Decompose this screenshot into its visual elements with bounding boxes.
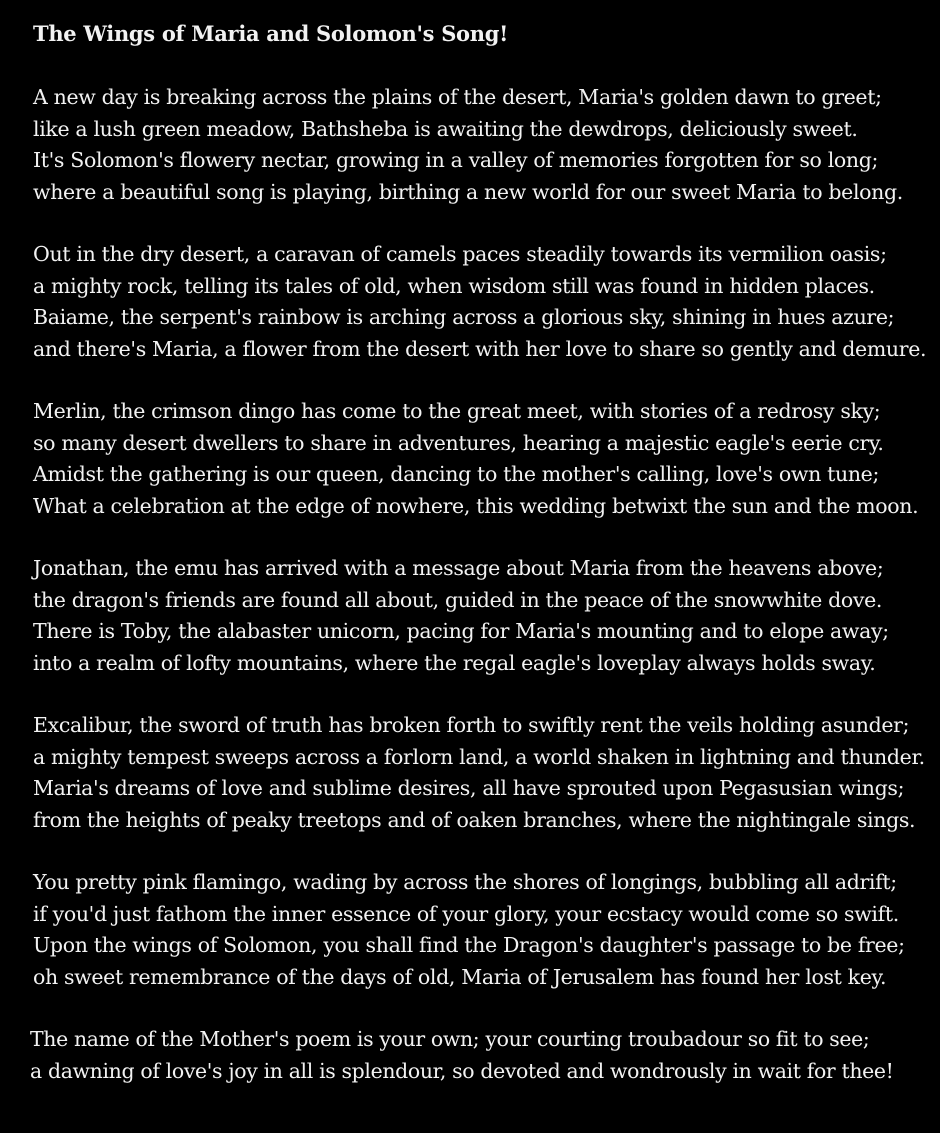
poem-line: and there's Maria, a flower from the desert with her love to share so gently and demure.: [33, 336, 927, 361]
poem-line: It's Solomon's flowery nectar, growing in a valley of memories forgotten for so long;: [33, 148, 879, 172]
poem-line: where a beautiful song is playing, birthing a new world for our sweet Maria to belong.: [33, 179, 903, 204]
poem-line: What a celebration at the edge of nowhere, this wedding betwixt the sun and the moon.: [33, 493, 919, 518]
poem-line: Merlin, the crimson dingo has come to the great meet, with stories of a redrosy sky;: [33, 399, 881, 423]
stanza-1: [33, 82, 933, 208]
poem-title: The Wings of Maria and Solomon's Song!: [33, 21, 509, 46]
poem-line: Maria's dreams of love and sublime desires, all have sprouted upon Pegasusian wings;: [33, 776, 905, 800]
poem-line: if you'd just fathom the inner essence of your glory, your ecstacy would come so swift.: [33, 901, 899, 926]
poem-line: a dawning of love's joy in all is splendour, so devoted and wondrously in wait for thee!: [30, 1058, 894, 1083]
poem-document: [30, 18, 933, 1118]
poem-line: the dragon's friends are found all about, guided in the peace of the snowwhite dove.: [33, 587, 883, 612]
poem-line: There is Toby, the alabaster unicorn, pacing for Maria's mounting and to elope away;: [33, 619, 889, 643]
poem-line: A new day is breaking across the plains of the desert, Maria's golden dawn to greet;: [33, 85, 882, 109]
poem-line: Excalibur, the sword of truth has broken forth to swiftly rent the veils holding asunder;: [33, 713, 910, 737]
poem-line: Amidst the gathering is our queen, dancing to the mother's calling, love's own tune;: [33, 462, 880, 486]
stanza-6: [33, 867, 933, 993]
poem-line: You pretty pink flamingo, wading by across the shores of longings, bubbling all adrift;: [33, 870, 897, 894]
stanza-5: [33, 710, 933, 836]
poem-line: like a lush green meadow, Bathsheba is awaiting the dewdrops, deliciously sweet.: [33, 116, 858, 141]
stanza-4: [33, 553, 933, 679]
poem-line: oh sweet remembrance of the days of old, Maria of Jerusalem has found her lost key.: [33, 964, 887, 989]
poem-line: Upon the wings of Solomon, you shall find the Dragon's daughter's passage to be free;: [33, 933, 905, 957]
stanza-3: [33, 396, 933, 522]
poem-line: from the heights of peaky treetops and of oaken branches, where the nightingale sings.: [33, 807, 916, 832]
poem-line: The name of the Mother's poem is your own; your courting troubadour so fit to see;: [30, 1027, 870, 1051]
poem-line: into a realm of lofty mountains, where the regal eagle's loveplay always holds sway.: [33, 650, 876, 675]
poem-line: Jonathan, the emu has arrived with a message about Maria from the heavens above;: [33, 556, 884, 580]
poem-line: so many desert dwellers to share in adventures, hearing a majestic eagle's eerie cry.: [33, 430, 884, 455]
stanza-2: [33, 239, 933, 365]
poem-line: Baiame, the serpent's rainbow is arching across a glorious sky, shining in hues azure;: [33, 305, 895, 329]
poem-line: a mighty tempest sweeps across a forlorn land, a world shaken in lightning and thunder.: [33, 744, 925, 769]
stanza-7: [30, 1024, 933, 1087]
poem-line: Out in the dry desert, a caravan of camels paces steadily towards its vermilion oasis;: [33, 242, 887, 266]
poem-line: a mighty rock, telling its tales of old, when wisdom still was found in hidden places.: [33, 273, 875, 298]
